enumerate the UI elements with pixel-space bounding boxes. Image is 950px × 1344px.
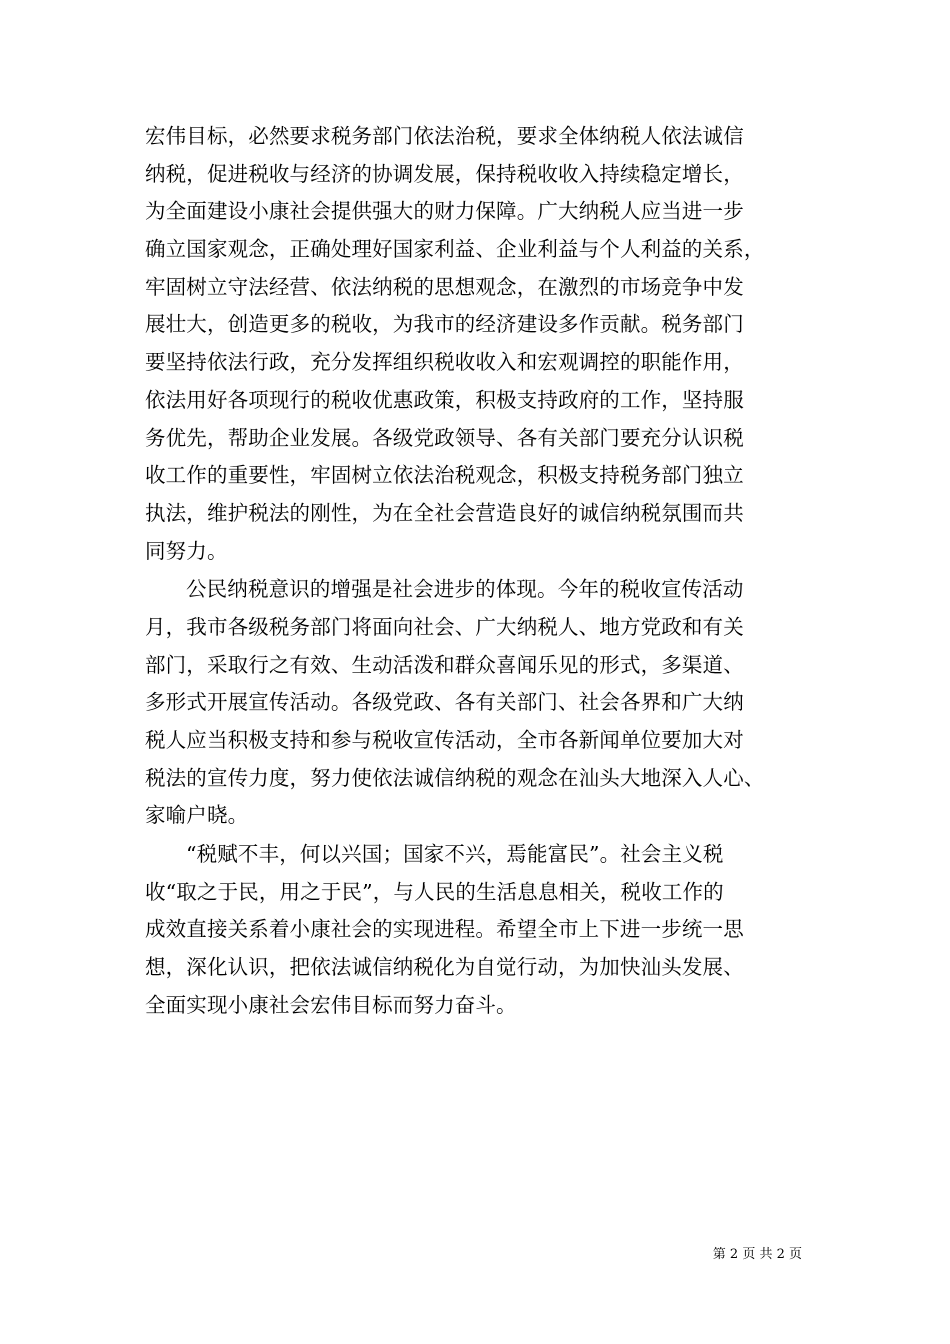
- text-line: 宏伟目标，必然要求税务部门依法治税，要求全体纳税人依法诚信: [145, 124, 744, 148]
- text-line: 收“取之于民，用之于民”，与人民的生活息息相关，税收工作的: [145, 879, 724, 904]
- text-line: 收工作的重要性，牢固树立依法治税观念，积极支持税务部门独立: [145, 463, 744, 488]
- text-line: 牢固树立守法经营、依法纳税的思想观念，在激烈的市场竞争中发: [145, 274, 744, 299]
- text-line: 全面实现小康社会宏伟目标而努力奋斗。: [145, 992, 517, 1017]
- text-line: 确立国家观念，正确处理好国家利益、企业利益与个人利益的关系，: [145, 237, 765, 262]
- text-line: “税赋不丰，何以兴国；国家不兴，焉能富民”。社会主义税: [186, 842, 724, 867]
- text-line: 展壮大，创造更多的税收，为我市的经济建设多作贡献。税务部门: [145, 312, 744, 337]
- text-line: 多形式开展宣传活动。各级党政、各有关部门、社会各界和广大纳: [145, 690, 744, 715]
- text-line: 同努力。: [145, 538, 228, 563]
- text-line: 为全面建设小康社会提供强大的财力保障。广大纳税人应当进一步: [145, 199, 744, 224]
- document-body: [145, 118, 825, 1025]
- text-line: 务优先，帮助企业发展。各级党政领导、各有关部门要充分认识税: [145, 425, 744, 450]
- text-line: 公民纳税意识的增强是社会进步的体现。今年的税收宣传活动: [186, 577, 744, 602]
- text-line: 依法用好各项现行的税收优惠政策，积极支持政府的工作，坚持服: [145, 387, 744, 412]
- text-line: 家喻户晓。: [145, 803, 249, 828]
- text-line: 纳税，促进税收与经济的协调发展，保持税收收入持续稳定增长，: [145, 161, 744, 186]
- text-line: 要坚持依法行政，充分发挥组织税收收入和宏观调控的职能作用，: [145, 350, 744, 375]
- page-number: 第 2 页 共 2 页: [712, 1247, 802, 1262]
- paragraph-1: [145, 118, 825, 570]
- text-line: 税法的宣传力度，努力使依法诚信纳税的观念在汕头大地深入人心、: [145, 765, 765, 790]
- paragraph-3: [145, 836, 825, 1024]
- text-line: 税人应当积极支持和参与税收宣传活动，全市各新闻单位要加大对: [145, 728, 744, 752]
- text-line: 想，深化认识，把依法诚信纳税化为自觉行动，为加快汕头发展、: [145, 955, 744, 980]
- text-line: 执法，维护税法的刚性，为在全社会营造良好的诚信纳税氛围而共: [145, 500, 744, 525]
- text-line: 部门，采取行之有效、生动活泼和群众喜闻乐见的形式，多渠道、: [145, 652, 744, 677]
- text-line: 成效直接关系着小康社会的实现进程。希望全市上下进一步统一思: [145, 917, 744, 942]
- text-line: 月，我市各级税务部门将面向社会、广大纳税人、地方党政和有关: [145, 614, 744, 639]
- paragraph-2: [145, 571, 825, 835]
